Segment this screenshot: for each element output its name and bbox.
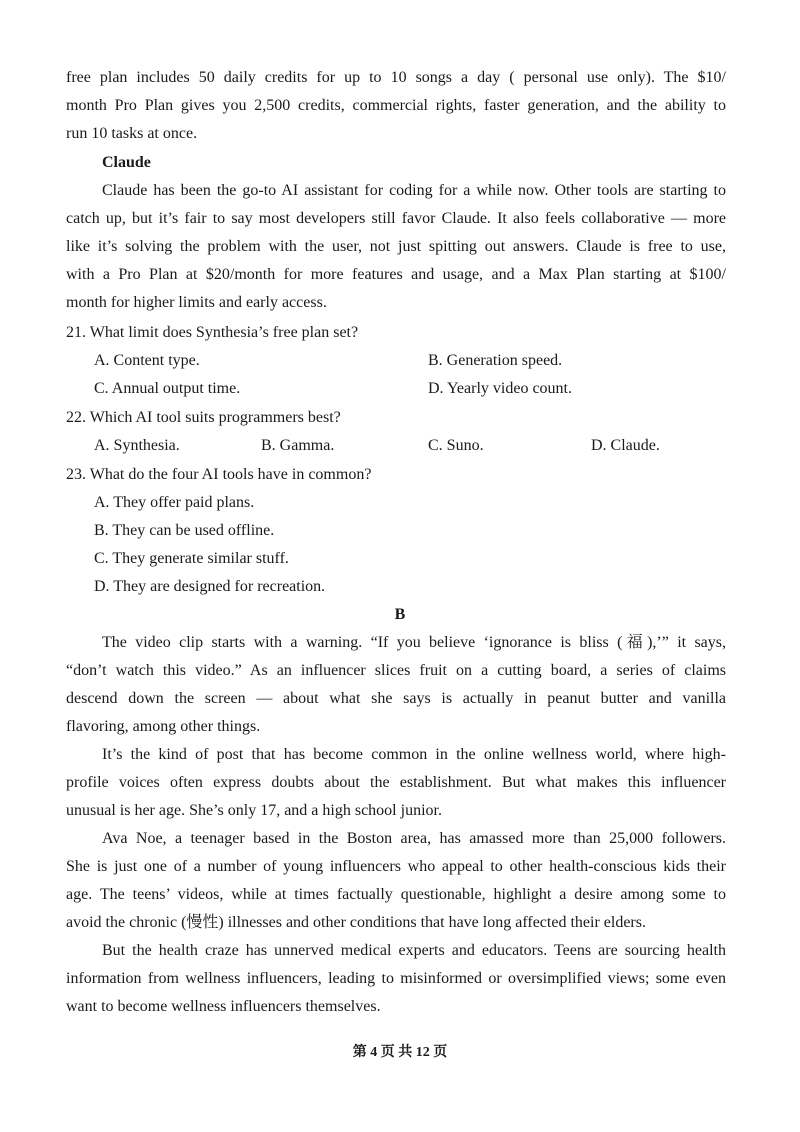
passage-line: descend down the screen — about what she says is actually in peanut butter and vanilla — [66, 690, 726, 707]
question-23-stem: 23. What do the four AI tools have in common? — [66, 466, 372, 483]
q23-option-c[interactable]: C. They generate similar stuff. — [94, 550, 289, 567]
passage-line: Claude has been the go-to AI assistant for coding for a while now. Other tools are starting to — [102, 182, 726, 199]
passage-line: age. The teens’ videos, while at times factually questionable, highlight a desire among some to — [66, 886, 726, 903]
passage-line: The video clip starts with a warning. “If you believe ‘ignorance is bliss (福),’” it says, — [102, 634, 726, 651]
passage-line: But the health craze has unnerved medical experts and educators. Teens are sourcing health — [102, 942, 726, 959]
passage-line: month for higher limits and early access. — [66, 294, 327, 311]
q23-option-a[interactable]: A. They offer paid plans. — [94, 494, 255, 511]
q22-option-c[interactable]: C. Suno. — [428, 437, 484, 454]
passage-line: Ava Noe, a teenager based in the Boston area, has amassed more than 25,000 followers. — [102, 830, 726, 847]
q22-option-d[interactable]: D. Claude. — [591, 437, 660, 454]
passage-line: with a Pro Plan at $20/month for more features and usage, and a Max Plan starting at $100/ — [66, 266, 726, 283]
passage-line: catch up, but it’s fair to say most developers still favor Claude. It also feels collaborative — more — [66, 210, 726, 227]
passage-line: free plan includes 50 daily credits for up to 10 songs a day ( personal use only). The $10/ — [66, 69, 726, 86]
q22-option-a[interactable]: A. Synthesia. — [94, 437, 180, 454]
section-heading-claude: Claude — [102, 154, 151, 171]
passage-line: like it’s solving the problem with the user, not just spitting out answers. Claude is free to use, — [66, 238, 726, 255]
page-number-footer: 第 4 页 共 12 页 — [352, 1045, 448, 1060]
passage-line: profile voices often express doubts about the establishment. But what makes this influencer — [66, 774, 726, 791]
passage-line: run 10 tasks at once. — [66, 125, 198, 142]
question-22-stem: 22. Which AI tool suits programmers best? — [66, 409, 341, 426]
passage-line: month Pro Plan gives you 2,500 credits, commercial rights, faster generation, and the ability to — [66, 97, 726, 114]
passage-line: information from wellness influencers, leading to misinformed or oversimplified views; some even — [66, 970, 726, 987]
q21-option-d[interactable]: D. Yearly video count. — [428, 380, 572, 397]
passage-line: unusual is her age. She’s only 17, and a high school junior. — [66, 802, 442, 819]
q22-option-b[interactable]: B. Gamma. — [261, 437, 335, 454]
passage-line: It’s the kind of post that has become common in the online wellness world, where high- — [102, 746, 726, 763]
question-21-stem: 21. What limit does Synthesia’s free plan set? — [66, 324, 359, 341]
passage-line: flavoring, among other things. — [66, 718, 261, 735]
passage-line: She is just one of a number of young influencers who appeal to other health-conscious kids their — [66, 858, 726, 875]
q23-option-d[interactable]: D. They are designed for recreation. — [94, 578, 326, 595]
section-b-label: B — [394, 606, 406, 623]
passage-line: “don’t watch this video.” As an influencer slices fruit on a cutting board, a series of claims — [66, 662, 726, 679]
passage-line: avoid the chronic (慢性) illnesses and other conditions that have long affected their elders. — [66, 914, 646, 931]
q21-option-b[interactable]: B. Generation speed. — [428, 352, 563, 369]
q21-option-a[interactable]: A. Content type. — [94, 352, 200, 369]
q23-option-b[interactable]: B. They can be used offline. — [94, 522, 275, 539]
q21-option-c[interactable]: C. Annual output time. — [94, 380, 241, 397]
passage-line: want to become wellness influencers themselves. — [66, 998, 381, 1015]
